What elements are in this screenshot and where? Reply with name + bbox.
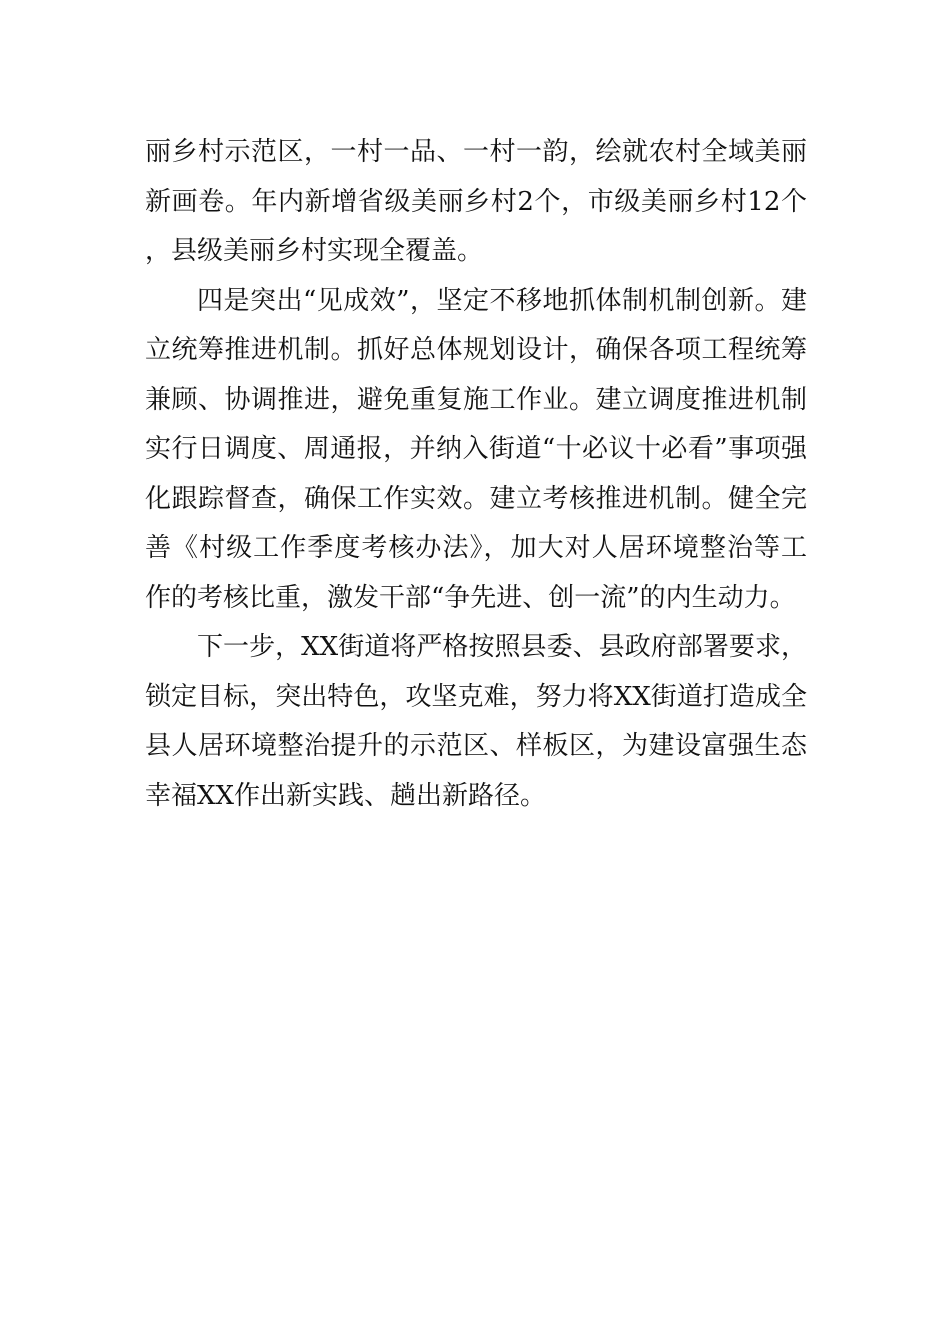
document-body bbox=[145, 128, 807, 821]
paragraph-point-four: 四是突出“见成效”，坚定不移地抓体制机制创新。建立统筹推进机制。抓好总体规划设计，确保各项工程统筹兼顾、协调推进，避免重复施工作业。建立调度推进机制实行日调度、周通报，并纳入街道“十必议十必看”事项强化跟踪督查，确保工作实效。建立考核推进机制。健全完善《村级工作季度考核办法》，加大对人居环境整治等工作的考核比重，激发干部“争先进、创一流”的内生动力。 bbox=[145, 285, 807, 613]
paragraph-next-step: 下一步，XX街道将严格按照县委、县政府部署要求，锁定目标，突出特色，攻坚克难，努力将XX街道打造成全县人居环境整治提升的示范区、样板区，为建设富强生态幸福XX作出新实践、趟出新路径。 bbox=[145, 632, 807, 811]
paragraph-continuation: 丽乡村示范区，一村一品、一村一韵，绘就农村全域美丽新画卷。年内新增省级美丽乡村2个，市级美丽乡村12个，县级美丽乡村实现全覆盖。 bbox=[145, 137, 807, 266]
